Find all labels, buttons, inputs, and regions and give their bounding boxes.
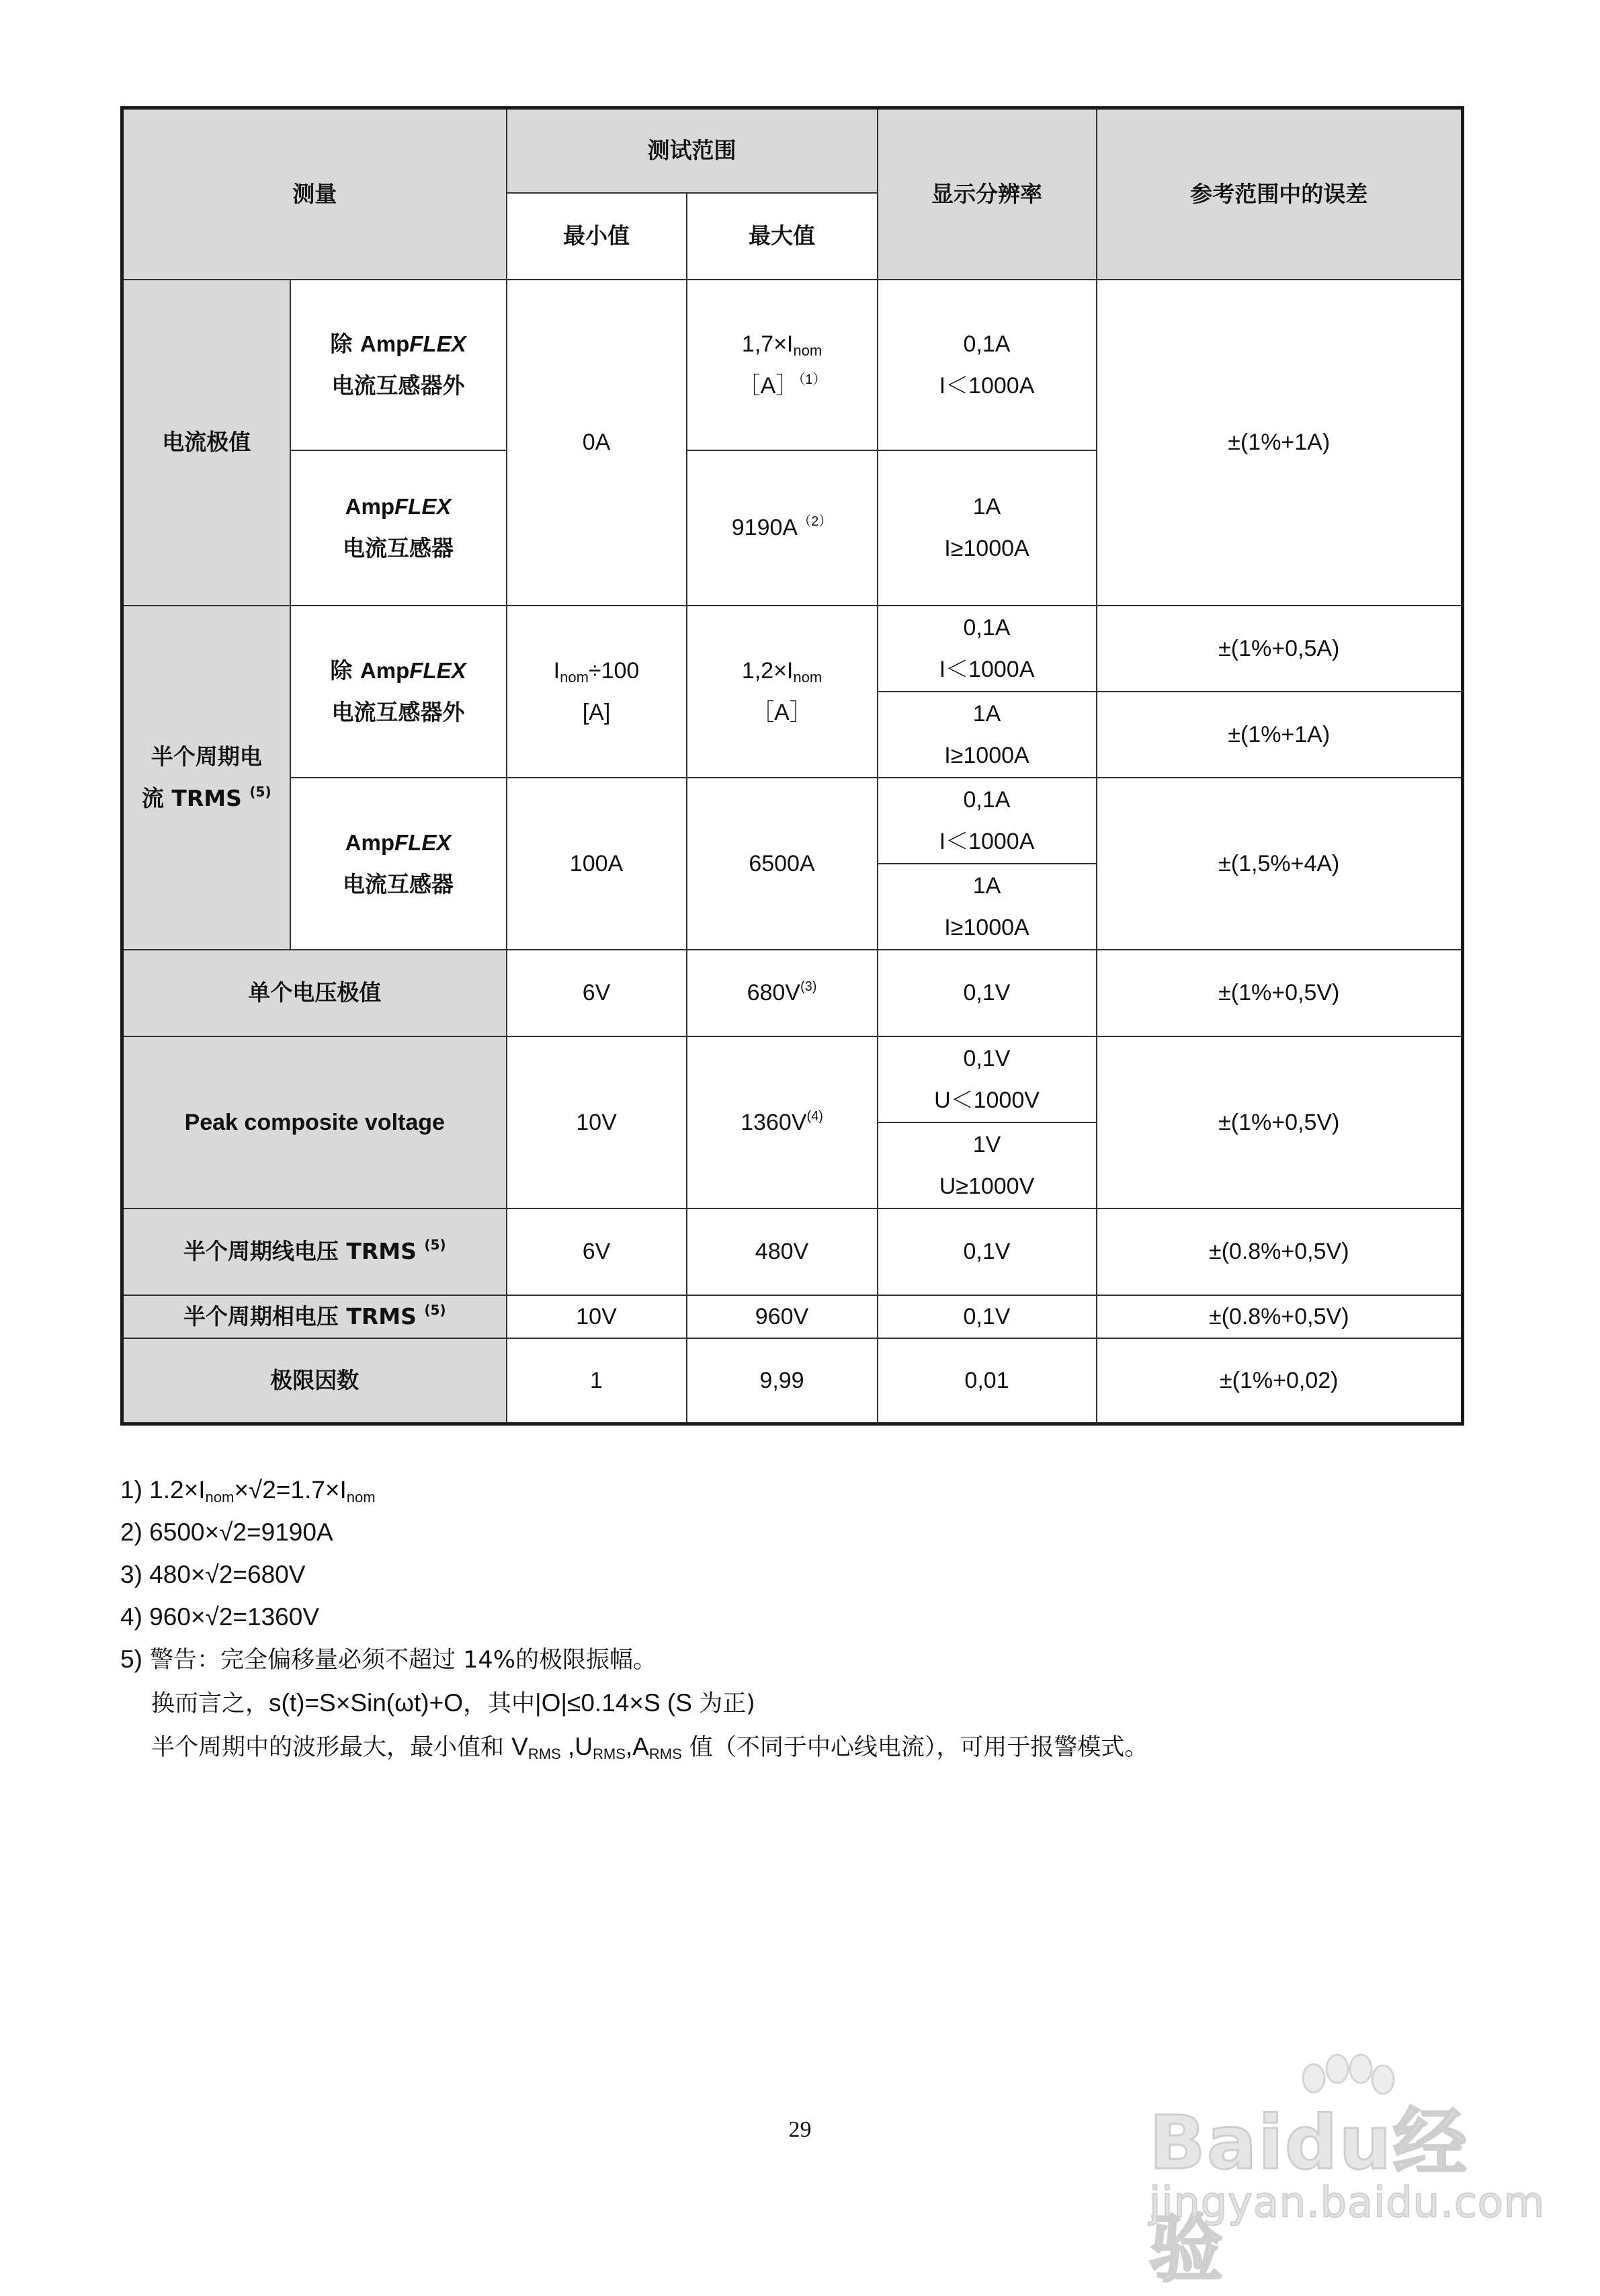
cell-error: ±(1%+0,02) xyxy=(1097,1338,1463,1424)
footnote-5-line-3: 半个周期中的波形最大，最小值和 $V_{RMS}$ $,U_{RMS},A_{RMS}$ 值（不同于中心线电流），可用于报警模式。 xyxy=(151,1733,1148,1762)
cell-error: ±(1,5%+4A) xyxy=(1097,778,1463,950)
cell-min: 100A xyxy=(507,778,687,950)
sensor-ampflex: AmpFLEX 电流互感器 xyxy=(290,450,507,606)
cell-max: $680V^{(3)}$ xyxy=(687,950,878,1036)
row-half-current-b1 xyxy=(122,778,1463,864)
footnote-5-line-2: 换而言之，s(t)=S×Sin(ωt)+O，其中|O|≤0.14×S (S 为正) xyxy=(151,1689,755,1717)
cell-resolution: 0,1A I＜1000A xyxy=(878,280,1097,450)
row-crest-factor xyxy=(122,1338,1463,1424)
row-half-current-a1 xyxy=(122,606,1463,692)
footnote-1: 1) $1.2\times I_{nom}\times√2=1.7\times I_{nom}$ xyxy=(120,1476,376,1506)
footnote-3: 3) 480×√2=680V xyxy=(120,1561,306,1588)
sensor-non-ampflex: 除 AmpFLEX 电流互感器外 xyxy=(290,606,507,778)
cell-min: 6V xyxy=(507,950,687,1036)
cell-resolution: 0,1A I＜1000A xyxy=(878,778,1097,864)
cell-resolution: 1A I≥1000A xyxy=(878,692,1097,778)
cell-resolution: 0,1A I＜1000A xyxy=(878,606,1097,692)
cell-error: ±(1%+0,5V) xyxy=(1097,950,1463,1036)
cell-min: 10V xyxy=(507,1295,687,1338)
header-error: 参考范围中的误差 xyxy=(1097,108,1463,280)
cell-resolution: 1A I≥1000A xyxy=(878,864,1097,950)
cell-error: ±(0.8%+0,5V) xyxy=(1097,1295,1463,1338)
footnote-2: 2) 6500×√2=9190A xyxy=(120,1518,333,1546)
cell-min: 6V xyxy=(507,1208,687,1295)
row-label-peak-composite: Peak composite voltage xyxy=(122,1036,507,1208)
cell-error: ±(1%+0,5V) xyxy=(1097,1036,1463,1208)
footnotes xyxy=(120,1469,1498,1769)
cell-error: ±(1%+1A) xyxy=(1097,280,1463,606)
cell-max: 480V xyxy=(687,1208,878,1295)
cell-max: $1,7\times I_{nom}$ ［A］$^{(1)}$ xyxy=(687,280,878,450)
row-half-line-voltage xyxy=(122,1208,1463,1295)
cell-max: $9190A^{(2)}$ xyxy=(687,450,878,606)
row-peak-composite-1 xyxy=(122,1036,1463,1122)
cell-max: $1,2\times I_{nom}$ ［A］ xyxy=(687,606,878,778)
baidu-watermark xyxy=(1136,2037,1546,2292)
row-half-phase-voltage xyxy=(122,1295,1463,1338)
header-max: 最大值 xyxy=(687,193,878,280)
header-resolution: 显示分辨率 xyxy=(878,108,1097,280)
header-test-range: 测试范围 xyxy=(507,108,878,193)
spec-table xyxy=(120,106,1464,1426)
row-label-single-voltage-peak: 单个电压极值 xyxy=(122,950,507,1036)
footnote-5: 5) 警告：完全偏移量必须不超过 14%的极限振幅。 xyxy=(120,1645,657,1674)
row-label-half-line-voltage: 半个周期线电压 TRMS $^{(5)}$ xyxy=(122,1208,507,1295)
sensor-ampflex: AmpFLEX 电流互感器 xyxy=(290,778,507,950)
cell-error: ±(1%+1A) xyxy=(1097,692,1463,778)
cell-resolution: 0,01 xyxy=(878,1338,1097,1424)
cell-resolution: 0,1V xyxy=(878,1295,1097,1338)
cell-resolution: 1A I≥1000A xyxy=(878,450,1097,606)
cell-min: 10V xyxy=(507,1036,687,1208)
row-single-voltage-peak xyxy=(122,950,1463,1036)
cell-min: 0A xyxy=(507,280,687,606)
watermark-url: jingyan.baidu.com xyxy=(1149,2178,1546,2227)
cell-resolution: 1V U≥1000V xyxy=(878,1122,1097,1208)
footnote-4: 4) 960×√2=1360V xyxy=(120,1603,319,1631)
cell-error: ±(0.8%+0,5V) xyxy=(1097,1208,1463,1295)
cell-resolution: 0,1V U＜1000V xyxy=(878,1036,1097,1122)
page-number: 29 xyxy=(788,2117,812,2142)
cell-max: 9,99 xyxy=(687,1338,878,1424)
watermark-brand: Baidu经验 xyxy=(1149,2100,1468,2292)
row-label-half-cycle-current: 半个周期电 流 TRMS $^{(5)}$ xyxy=(122,606,290,950)
cell-min: $I_{nom}\div 100$ [A] xyxy=(507,606,687,778)
row-peak-current-a xyxy=(122,280,1463,450)
sensor-non-ampflex: 除 AmpFLEX 电流互感器外 xyxy=(290,280,507,450)
cell-min: 1 xyxy=(507,1338,687,1424)
cell-resolution: 0,1V xyxy=(878,950,1097,1036)
cell-error: ±(1%+0,5A) xyxy=(1097,606,1463,692)
row-label-crest-factor: 极限因数 xyxy=(122,1338,507,1424)
header-measurement: 测量 xyxy=(122,108,507,280)
header-min: 最小值 xyxy=(507,193,687,280)
header-row xyxy=(122,108,1463,193)
cell-max: 6500A xyxy=(687,778,878,950)
cell-resolution: 0,1V xyxy=(878,1208,1097,1295)
cell-max: 960V xyxy=(687,1295,878,1338)
row-label-half-phase-voltage: 半个周期相电压 TRMS $^{(5)}$ xyxy=(122,1295,507,1338)
row-label-peak-current: 电流极值 xyxy=(122,280,290,606)
cell-max: $1360V^{(4)}$ xyxy=(687,1036,878,1208)
